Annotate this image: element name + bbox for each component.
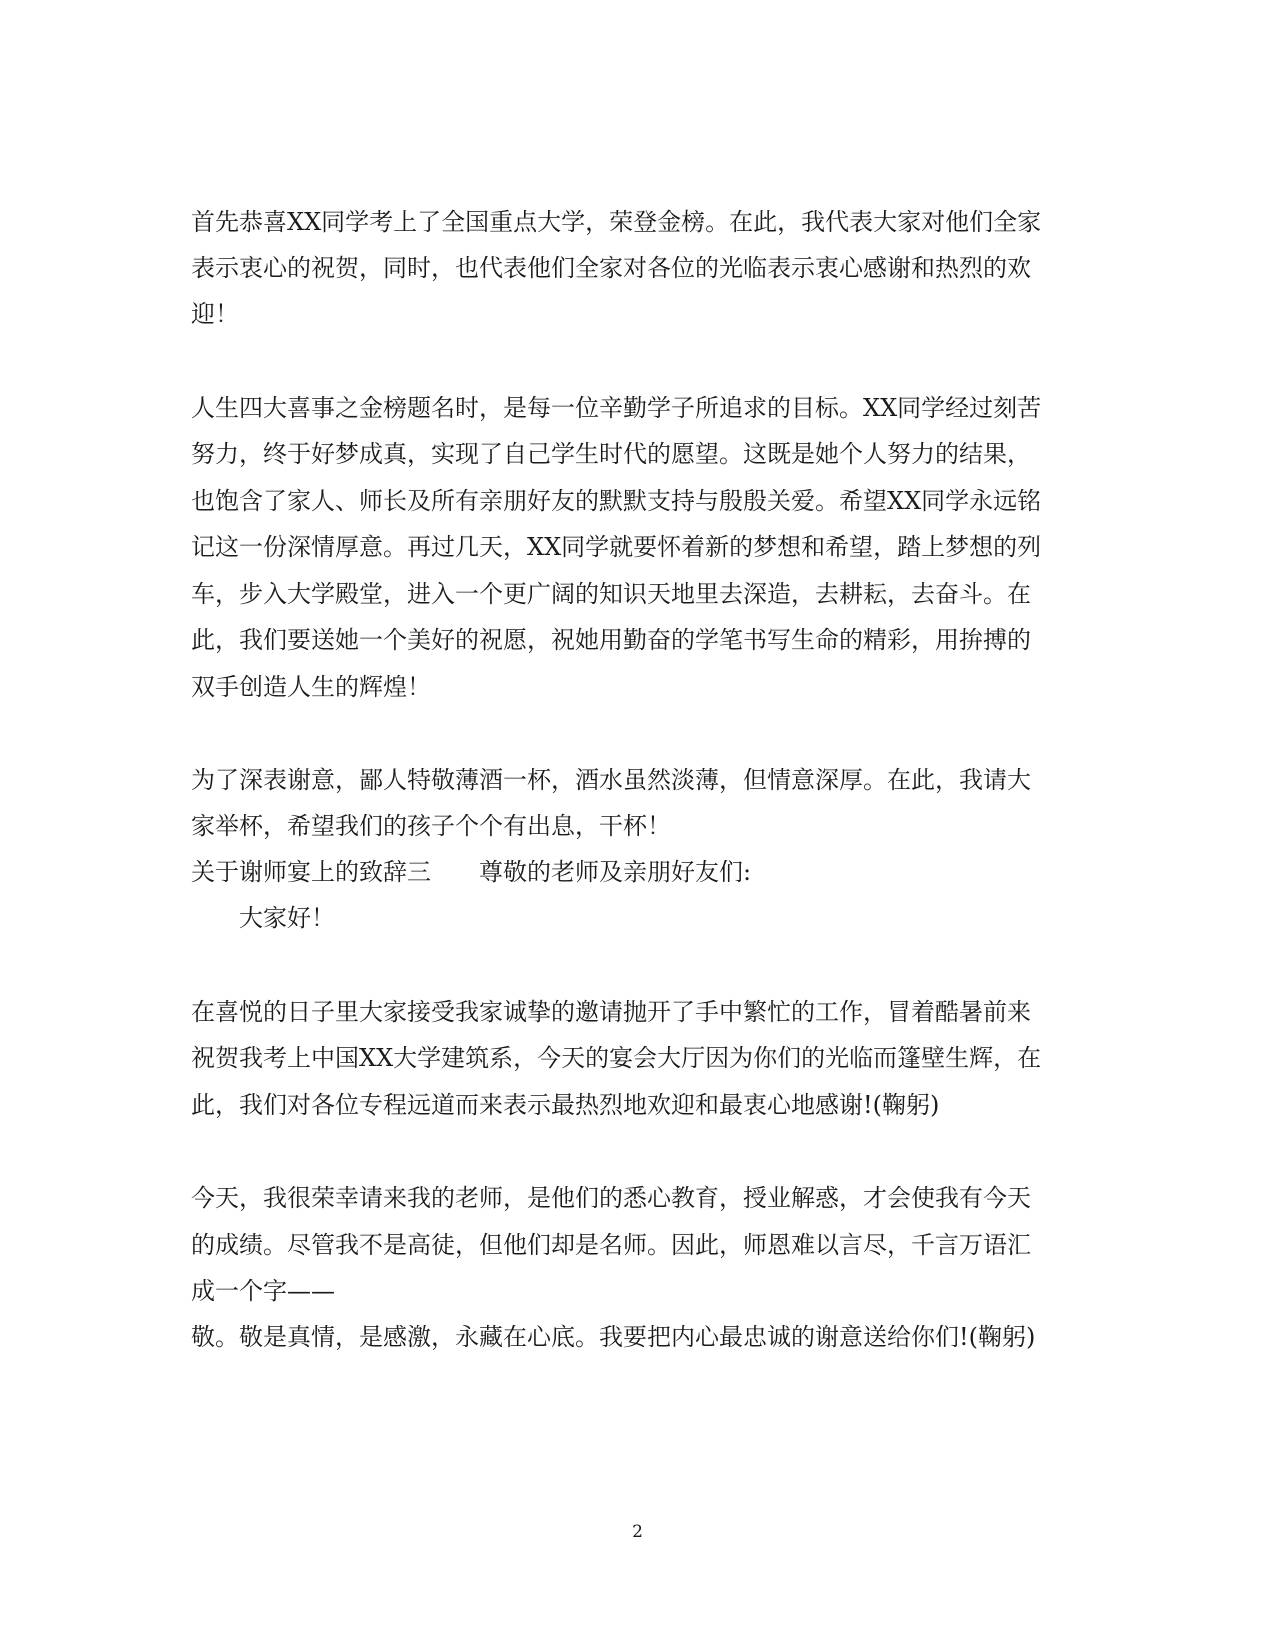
paragraph-2-line-1: 人生四大喜事之金榜题名时，是每一位辛勤学子所追求的目标。XX同学经过刻苦 [191, 394, 1042, 422]
paragraph-5-line-4: 敬。敬是真情，是感激，永藏在心底。我要把内心最忠诚的谢意送给你们!(鞠躬) [191, 1323, 1036, 1351]
paragraph-4-line-3: 此，我们对各位专程远道而来表示最热烈地欢迎和最衷心地感谢!(鞠躬) [191, 1091, 940, 1119]
paragraph-2-line-3: 也饱含了家人、师长及所有亲朋好友的默默支持与殷殷关爱。希望XX同学永远铭 [191, 487, 1042, 515]
paragraph-2-line-6: 此，我们要送她一个美好的祝愿，祝她用勤奋的学笔书写生命的精彩，用拚搏的 [191, 626, 1031, 654]
greeting-line: 大家好！ [191, 904, 335, 932]
paragraph-1-line-2: 表示衷心的祝贺，同时，也代表他们全家对各位的光临表示衷心感谢和热烈的欢 [191, 254, 1031, 282]
paragraph-2-line-7: 双手创造人生的辉煌！ [191, 673, 431, 701]
section-heading-line: 关于谢师宴上的致辞三 尊敬的老师及亲朋好友们: [191, 858, 752, 886]
paragraph-2-line-2: 努力，终于好梦成真，实现了自己学生时代的愿望。这既是她个人努力的结果， [191, 440, 1031, 468]
paragraph-3-line-2: 家举杯，希望我们的孩子个个有出息，干杯！ [191, 812, 671, 840]
paragraph-3-line-1: 为了深表谢意，鄙人特敬薄酒一杯，酒水虽然淡薄，但情意深厚。在此，我请大 [191, 766, 1031, 794]
paragraph-2-line-4: 记这一份深情厚意。再过几天，XX同学就要怀着新的梦想和希望，踏上梦想的列 [191, 533, 1042, 561]
paragraph-1-line-1: 首先恭喜XX同学考上了全国重点大学，荣登金榜。在此，我代表大家对他们全家 [191, 208, 1042, 236]
page-number: 2 [632, 1522, 643, 1542]
paragraph-5-line-3: 成一个字—— [191, 1277, 335, 1305]
paragraph-2-line-5: 车，步入大学殿堂，进入一个更广阔的知识天地里去深造，去耕耘，去奋斗。在 [191, 580, 1031, 608]
paragraph-5-line-2: 的成绩。尽管我不是高徒，但他们却是名师。因此，师恩难以言尽，千言万语汇 [191, 1231, 1031, 1259]
paragraph-4-line-2: 祝贺我考上中国XX大学建筑系，今天的宴会大厅因为你们的光临而篷壁生辉，在 [191, 1044, 1042, 1072]
paragraph-5-line-1: 今天，我很荣幸请来我的老师，是他们的悉心教育，授业解惑，才会使我有今天 [191, 1184, 1031, 1212]
paragraph-1-line-3: 迎！ [191, 300, 239, 328]
paragraph-4-line-1: 在喜悦的日子里大家接受我家诚挚的邀请抛开了手中繁忙的工作，冒着酷暑前来 [191, 998, 1031, 1026]
